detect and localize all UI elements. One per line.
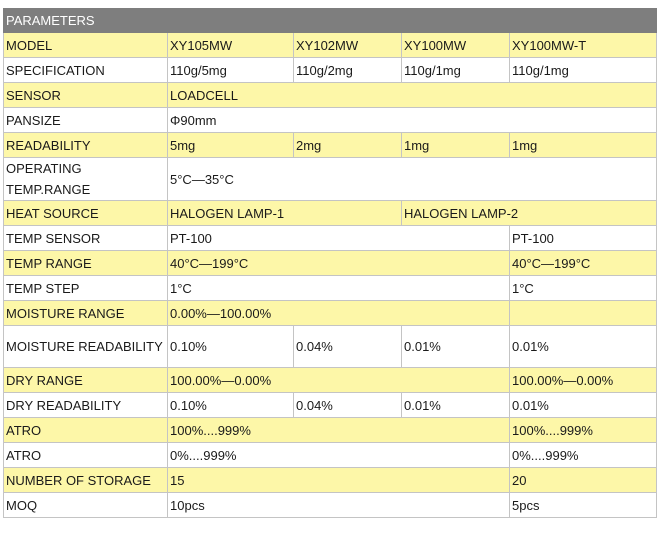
parameter-value: 0.10% (168, 326, 294, 368)
table-row (4, 158, 657, 201)
parameter-value: 1mg (510, 133, 657, 158)
parameter-label: MOISTURE RANGE (4, 301, 168, 326)
table-row (4, 326, 657, 368)
parameter-value: LOADCELL (168, 83, 657, 108)
table-row (4, 226, 657, 251)
parameters-table-body (4, 9, 657, 518)
parameter-value: 1mg (402, 133, 510, 158)
table-row (4, 301, 657, 326)
parameter-label: TEMP RANGE (4, 251, 168, 276)
parameter-value: 0.01% (402, 326, 510, 368)
parameter-value: Φ90mm (168, 108, 657, 133)
parameter-value: 10pcs (168, 493, 510, 518)
parameter-value: 0.04% (294, 393, 402, 418)
parameter-value: 0.01% (402, 393, 510, 418)
table-row (4, 393, 657, 418)
table-row (4, 108, 657, 133)
parameter-value: 5pcs (510, 493, 657, 518)
parameter-label: SENSOR (4, 83, 168, 108)
table-row (4, 33, 657, 58)
parameter-value: 1°C (168, 276, 510, 301)
parameter-label: MOQ (4, 493, 168, 518)
parameter-value: 2mg (294, 133, 402, 158)
parameter-value: 5°C—35°C (168, 158, 657, 201)
parameter-value: 15 (168, 468, 510, 493)
table-row (4, 58, 657, 83)
parameter-label: ATRO (4, 418, 168, 443)
parameter-label: OPERATING TEMP.RANGE (4, 158, 168, 201)
parameter-value: 5mg (168, 133, 294, 158)
table-row (4, 443, 657, 468)
parameter-value: 0.00%—100.00% (168, 301, 510, 326)
parameter-label: MOISTURE READABILITY (4, 326, 168, 368)
parameter-value: 110g/1mg (510, 58, 657, 83)
parameter-label: DRY RANGE (4, 368, 168, 393)
parameter-value: 110g/1mg (402, 58, 510, 83)
parameter-label: READABILITY (4, 133, 168, 158)
parameter-value: XY100MW-T (510, 33, 657, 58)
table-row (4, 493, 657, 518)
parameter-value: 40°C—199°C (510, 251, 657, 276)
parameter-value: 100%....999% (168, 418, 510, 443)
parameter-value: 0.04% (294, 326, 402, 368)
parameter-value: XY102MW (294, 33, 402, 58)
parameter-value: 110g/2mg (294, 58, 402, 83)
parameter-value: 100.00%—0.00% (510, 368, 657, 393)
parameter-value: PT-100 (510, 226, 657, 251)
table-header-title: PARAMETERS (4, 9, 657, 33)
parameter-value: 1°C (510, 276, 657, 301)
parameter-value: 0.01% (510, 326, 657, 368)
parameter-value: 20 (510, 468, 657, 493)
parameter-value: 0.01% (510, 393, 657, 418)
table-row (4, 276, 657, 301)
parameter-value: 0.10% (168, 393, 294, 418)
table-row (4, 201, 657, 226)
parameter-value: XY105MW (168, 33, 294, 58)
parameters-table-container (3, 8, 656, 518)
table-row (4, 468, 657, 493)
parameter-value: HALOGEN LAMP-1 (168, 201, 402, 226)
parameter-value (510, 301, 657, 326)
parameter-value: HALOGEN LAMP-2 (402, 201, 657, 226)
parameter-value: 110g/5mg (168, 58, 294, 83)
parameter-label: DRY READABILITY (4, 393, 168, 418)
parameter-label: PANSIZE (4, 108, 168, 133)
parameter-label: ATRO (4, 443, 168, 468)
parameter-value: XY100MW (402, 33, 510, 58)
table-row (4, 418, 657, 443)
parameter-label: NUMBER OF STORAGE (4, 468, 168, 493)
table-row (4, 251, 657, 276)
parameter-value: 40°C—199°C (168, 251, 510, 276)
parameter-value: 0%....999% (510, 443, 657, 468)
table-header-row (4, 9, 657, 33)
parameter-value: 0%....999% (168, 443, 510, 468)
table-row (4, 83, 657, 108)
parameter-value: PT-100 (168, 226, 510, 251)
table-row (4, 133, 657, 158)
parameters-table (3, 8, 657, 518)
parameter-value: 100.00%—0.00% (168, 368, 510, 393)
parameter-value: 100%....999% (510, 418, 657, 443)
parameter-label: MODEL (4, 33, 168, 58)
parameter-label: TEMP SENSOR (4, 226, 168, 251)
parameter-label: TEMP STEP (4, 276, 168, 301)
table-row (4, 368, 657, 393)
parameter-label: SPECIFICATION (4, 58, 168, 83)
parameter-label: HEAT SOURCE (4, 201, 168, 226)
